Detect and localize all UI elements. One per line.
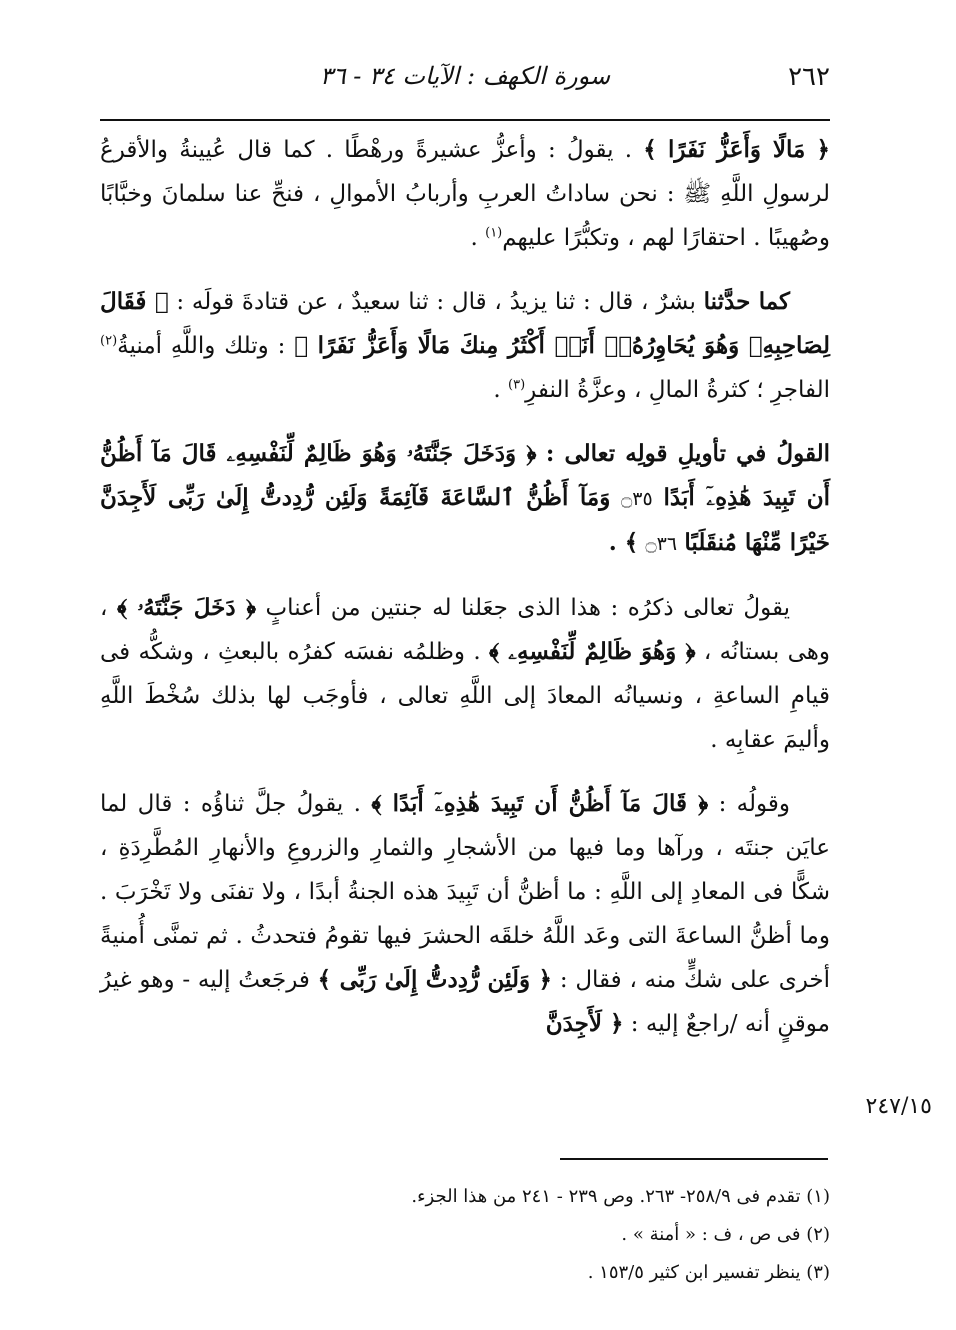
commentary-text: . يقولُ جلَّ ثناؤُه : قال لما عايَن جنتَه ، ورآها وما فيها من الأشجارِ والثمارِ والزروعِ والأنهارِ المُطَّرِدَةِ ، شكًّا فى المعادِ إلى اللَّهِ : ما أظنُّ أن تَبِيدَ هذه الجنةُ أبدًا ، ولا تفنَى ولا تَخْرَبَ . وما أظنُّ الساعةَ التى وعَد اللَّهُ خلقَه الحشرَ فيها تقومُ فتحدثُ . ثم تمنَّى أُمنيةً أخرى على شكٍّ منه ، فقال : bbox=[100, 791, 831, 993]
commentary-text: . وظلمُه نفسَه كفرُه بالبعثِ ، وشكُّه فى قيامِ الساعةِ ، ونسيانُه المعادَ إلى اللَّهِ تعالى ، فأوجَب لها بذلك سُخْطَ اللَّهِ وأليمَ عقابِه . bbox=[100, 639, 830, 753]
commentary-text: وقولُه : bbox=[718, 791, 790, 817]
quran-brace: ﴾ bbox=[643, 136, 657, 163]
edition-page-marker: ٢٤٧/١٥ bbox=[865, 1094, 932, 1119]
quran-verse: ﴿ لَأَجِدَنَّ bbox=[545, 1010, 624, 1037]
paragraph-1 bbox=[100, 128, 830, 260]
quran-brace: ﴾ . bbox=[608, 529, 639, 556]
page-number: ٢٦٢ bbox=[788, 62, 830, 92]
ayah-number-35: ۝٣٥ bbox=[621, 488, 653, 510]
quran-verse: ﴿ وَهُوَ ظَالِمٌ لِّنَفْسِهِۦ ﴾ bbox=[489, 638, 696, 665]
quran-verse: مَالًا وَأَعَزُّ نَفَرًا bbox=[668, 136, 806, 163]
paragraph-2 bbox=[100, 280, 830, 412]
punctuation: . bbox=[470, 225, 478, 251]
quran-verse: وَمَآ أَظُنُّ ٱلسَّاعَةَ قَآئِمَةً وَلَئِن رُّدِدتُّ إِلَىٰ رَبِّى لَأَجِدَنَّ خَيْرًا مِّنْهَا مُنقَلَبًا bbox=[100, 484, 830, 556]
ayah-number-36: ۝٣٦ bbox=[645, 533, 678, 555]
footnote-ref: (٢) bbox=[100, 333, 118, 349]
commentary-text: . يقولُ : وأعزُّ عشيرةً ورهْطًا . كما قال عُيينةُ والأقرعُ لرسولِ اللَّهِ ﷺ : نحن ساداتُ العربِ وأربابُ الأموالِ ، فنحِّ عنا سلمانَ وخبَّابًا وصُهيبًا . احتقارًا لهم ، وتكبُّرًا عليهم bbox=[100, 137, 830, 251]
running-title: سورة الكهف : الآيات ٣٤ - ٣٦ bbox=[319, 62, 611, 90]
quran-verse: ﴿ فَقَالَ لِصَاحِبِهِۦ وَهُوَ يُحَاوِرُهُۥٓ أَنَا۠ أَكْثَرُ مِنكَ مَالًا وَأَعَزُّ نَفَرًا ﴾ bbox=[100, 288, 830, 359]
quran-brace: ﴿ bbox=[816, 136, 830, 163]
footnote-3: (٣) ينظر تفسير ابن كثير ١٥٣/٥ . bbox=[587, 1262, 830, 1283]
paragraph-3 bbox=[100, 432, 830, 566]
section-heading: القولُ في تأويلِ قولِه تعالى : bbox=[545, 440, 830, 467]
main-text bbox=[100, 128, 830, 1066]
header-rule bbox=[100, 119, 830, 121]
commentary-text: الفاجرِ ؛ كثرةُ المالِ ، وعزَّةُ النفرِ bbox=[525, 377, 830, 403]
page-header bbox=[100, 58, 830, 108]
narration-lead: كما حدَّثنا bbox=[703, 288, 791, 315]
commentary-text: فرجَعتُ إليه - وهو غيرُ موقنٍ أنه /راجعٌ إليه : bbox=[100, 967, 830, 1037]
punctuation: . bbox=[493, 377, 501, 403]
commentary-text: : وتلك واللَّهِ أمنيةُ bbox=[117, 333, 286, 359]
commentary-text: يقولُ تعالى ذكرُه : هذا الذى جعَلنا له جنتين من أعنابٍ bbox=[265, 595, 790, 621]
paragraph-4 bbox=[100, 586, 830, 762]
footnotes bbox=[180, 1178, 830, 1292]
footnote-1: (١) تقدم فى ٢٥٨/٩- ٢٦٣. وص ٢٣٩ - ٢٤١ من هذا الجزء. bbox=[411, 1186, 830, 1207]
footnote-rule bbox=[560, 1158, 828, 1160]
quran-verse: ﴿ قَالَ مَآ أَظُنُّ أَن تَبِيدَ هَٰذِهِۦٓ أَبَدًا ﴾ bbox=[371, 790, 709, 817]
commentary-text: بشرٌ ، قال : ثنا يزيدُ ، قال : ثنا سعيدٌ ، عن قتادةَ قولَه : bbox=[176, 289, 696, 315]
quran-verse: ﴿ وَلَئِن رُّدِدتُّ إِلَىٰ رَبِّى ﴾ bbox=[317, 966, 553, 993]
paragraph-5 bbox=[100, 782, 830, 1046]
footnote-2: (٢) فى ص ، ف : « أمنة » . bbox=[621, 1224, 830, 1245]
commentary-text: ، وهى بستانُه ، bbox=[100, 595, 831, 665]
quran-verse: ﴿ وَدَخَلَ جَنَّتَهُۥ وَهُوَ ظَالِمٌ لِّنَفْسِهِۦ قَالَ مَآ أَظُنُّ أَن تَبِيدَ هَٰذِهِۦٓ أَبَدًا bbox=[100, 440, 831, 511]
quran-verse: ﴿ دَخَلَ جَنَّتَهُۥ ﴾ bbox=[116, 594, 257, 621]
footnote-ref: (٣) bbox=[508, 377, 526, 393]
footnote-ref: (١) bbox=[485, 225, 503, 241]
